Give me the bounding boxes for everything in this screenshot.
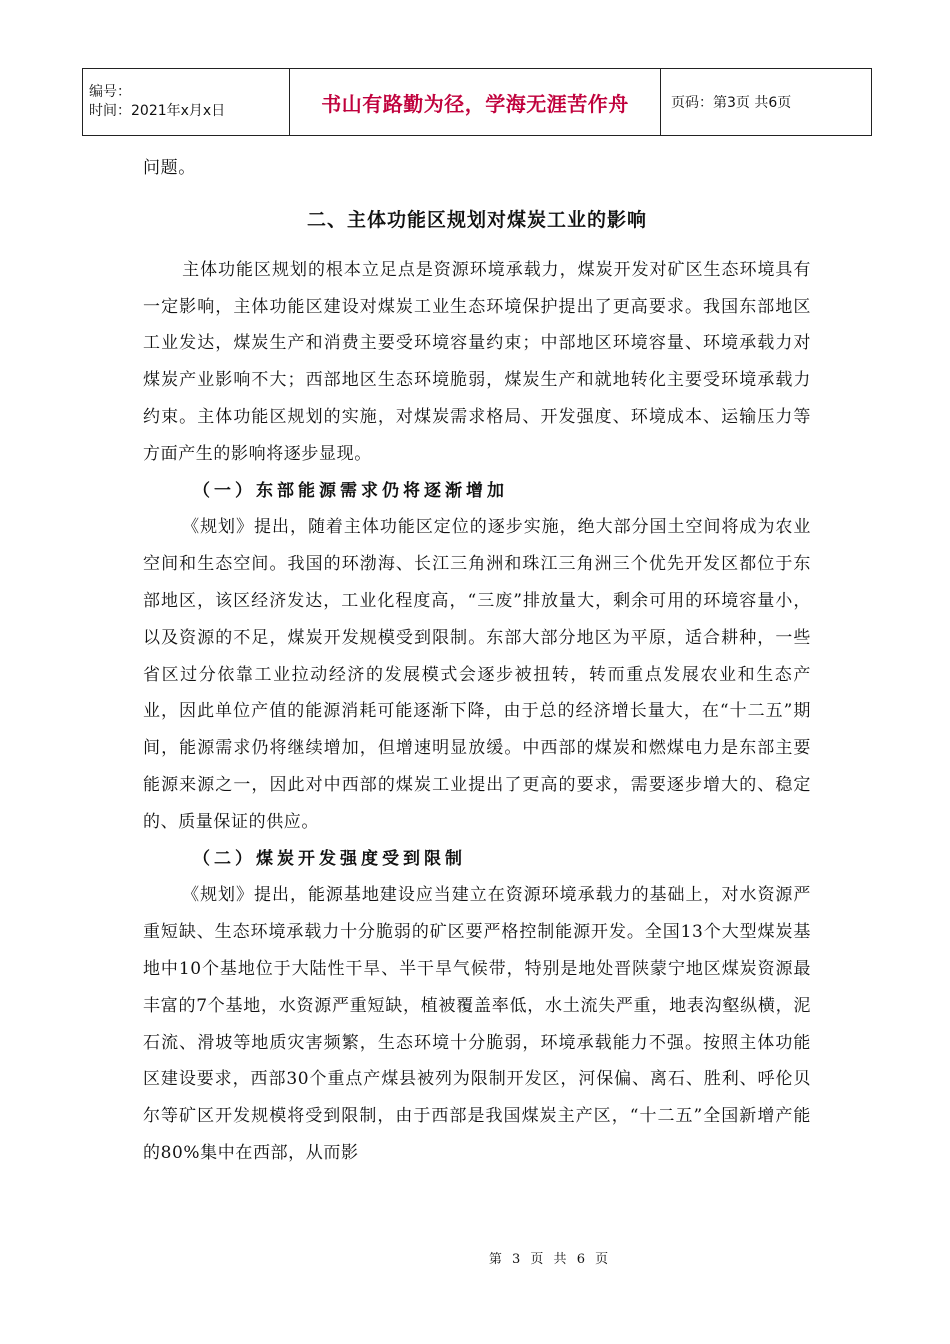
intro-paragraph: 主体功能区规划的根本立足点是资源环境承载力，煤炭开发对矿区生态环境具有一定影响，主体功能区建设对煤炭工业生态环境保护提出了更高要求。我国东部地区工业发达，煤炭生产和消费主要受环境容量约束；中部地区环境容量、环境承载力对煤炭产业影响不大；西部地区生态环境脆弱，煤炭生产和就地转化主要受环境承载力约束。主体功能区规划的实施，对煤炭需求格局、开发强度、环境成本、运输压力等方面产生的影响将逐步显现。 [143,259,811,464]
subsection-2-title: （二）煤炭开发强度受到限制 [193,848,466,869]
section-title: 二、主体功能区规划对煤炭工业的影响 [306,208,647,231]
header-page-info: 页码：第3页 共6页 [661,69,872,136]
document-body [143,150,811,1172]
number-label: 编号： [89,84,131,100]
page-footer [0,1248,950,1267]
subsection-1-title: （一）东部能源需求仍将逐渐增加 [193,480,508,501]
document-header [82,68,872,136]
footer-page-number: 第 3 页 共 6 页 [488,1252,612,1267]
header-motto: 书山有路勤为径，学海无涯苦作舟 [290,69,661,136]
carry-over-text: 问题。 [143,158,196,178]
subsection-1-paragraph: 《规划》提出，随着主体功能区定位的逐步实施，绝大部分国土空间将成为农业空间和生态空间。我国的环渤海、长江三角洲和珠江三角洲三个优先开发区都位于东部地区，该区经济发达，工业化程度高，“三废”排放量大，剩余可用的环境容量小，以及资源的不足，煤炭开发规模受到限制。东部大部分地区为平原，适合耕种，一些省区过分依靠工业拉动经济的发展模式会逐步被扭转，转而重点发展农业和生态产业，因此单位产值的能源消耗可能逐渐下降，由于总的经济增长量大，在“十二五”期间，能源需求仍将继续增加，但增速明显放缓。中西部的煤炭和燃煤电力是东部主要能源来源之一，因此对中西部的煤炭工业提出了更高的要求，需要逐步增大的、稳定的、质量保证的供应。 [143,517,811,832]
subsection-2-paragraph: 《规划》提出，能源基地建设应当建立在资源环境承载力的基础上，对水资源严重短缺、生态环境承载力十分脆弱的矿区要严格控制能源开发。全国13个大型煤炭基地中10个基地位于大陆性干旱、半干旱气候带，特别是地处晋陕蒙宁地区煤炭资源最丰富的7个基地，水资源严重短缺，植被覆盖率低，水土流失严重，地表沟壑纵横，泥石流、滑坡等地质灾害频繁，生态环境十分脆弱，环境承载能力不强。按照主体功能区建设要求，西部30个重点产煤县被列为限制开发区，河保偏、离石、胜利、呼伦贝尔等矿区开发规模将受到限制，由于西部是我国煤炭主产区，“十二五”全国新增产能的80%集中在西部，从而影 [143,885,811,1163]
date-label: 时间：2021年x月x日 [89,103,226,119]
header-meta [83,69,290,136]
